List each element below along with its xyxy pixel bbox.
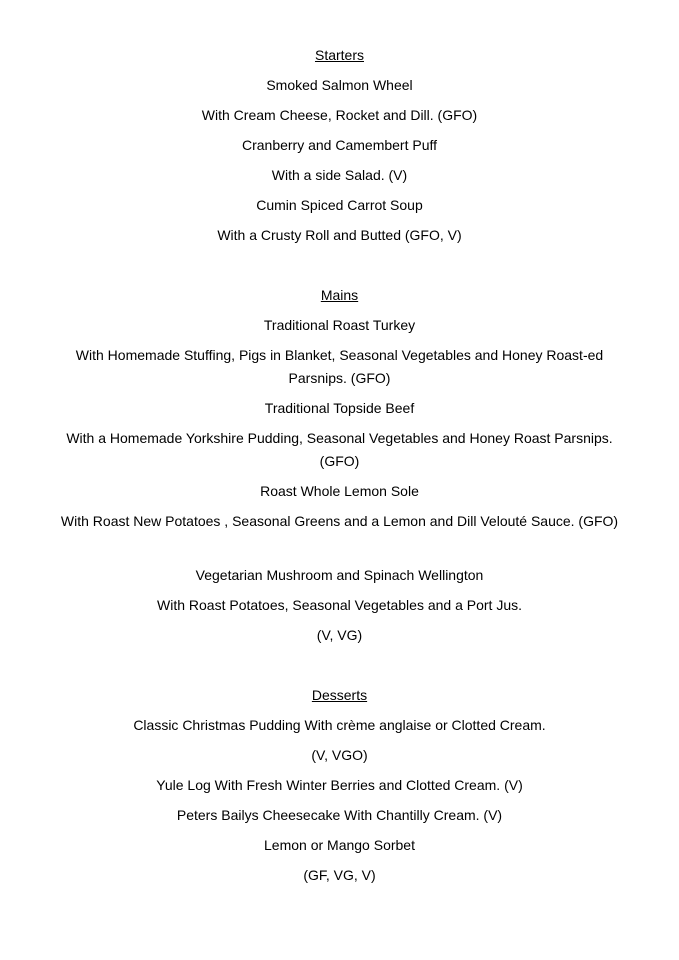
menu-item-description: With Cream Cheese, Rocket and Dill. (GFO) <box>201 107 478 123</box>
menu-item: Vegetarian Mushroom and Spinach Wellington <box>195 567 484 583</box>
menu-item-description: With Roast New Potatoes , Seasonal Greens and a Lemon and Dill Velouté Sauce. (GFO) <box>60 513 619 529</box>
menu-item: Roast Whole Lemon Sole <box>260 483 419 499</box>
menu-item-description: With a Crusty Roll and Butted (GFO, V) <box>217 227 462 243</box>
dietary-tags: (GF, VG, V) <box>303 867 376 883</box>
menu-item-description: With Roast Potatoes, Seasonal Vegetables and a Port Jus. <box>157 597 522 613</box>
menu-item: Lemon or Mango Sorbet <box>264 837 415 853</box>
dietary-tags: (V, VG) <box>316 627 363 643</box>
desserts-heading: Desserts <box>311 687 368 703</box>
menu-item: Classic Christmas Pudding With crème anglaise or Clotted Cream. <box>133 717 546 733</box>
menu-item: Yule Log With Fresh Winter Berries and Clotted Cream. (V) <box>156 777 523 793</box>
starters-heading: Starters <box>314 47 364 63</box>
menu-item: Smoked Salmon Wheel <box>266 77 413 93</box>
menu-item: Peters Bailys Cheesecake With Chantilly Cream. (V) <box>176 807 503 823</box>
dietary-tags: (V, VGO) <box>311 747 368 763</box>
menu-item-description: With a Homemade Yorkshire Pudding, Seasonal Vegetables and Honey Roast Parsnips. (GFO) <box>66 430 613 469</box>
menu-item-description: With a side Salad. (V) <box>271 167 408 183</box>
menu-item: Traditional Topside Beef <box>264 400 415 416</box>
menu-item: Traditional Roast Turkey <box>263 317 416 333</box>
menu-item: Cranberry and Camembert Puff <box>241 137 438 153</box>
menu-item-description: With Homemade Stuffing, Pigs in Blanket, Seasonal Vegetables and Honey Roast-ed Parsnips. (GFO) <box>75 347 604 386</box>
mains-heading: Mains <box>320 287 359 303</box>
menu-item: Cumin Spiced Carrot Soup <box>256 197 423 213</box>
